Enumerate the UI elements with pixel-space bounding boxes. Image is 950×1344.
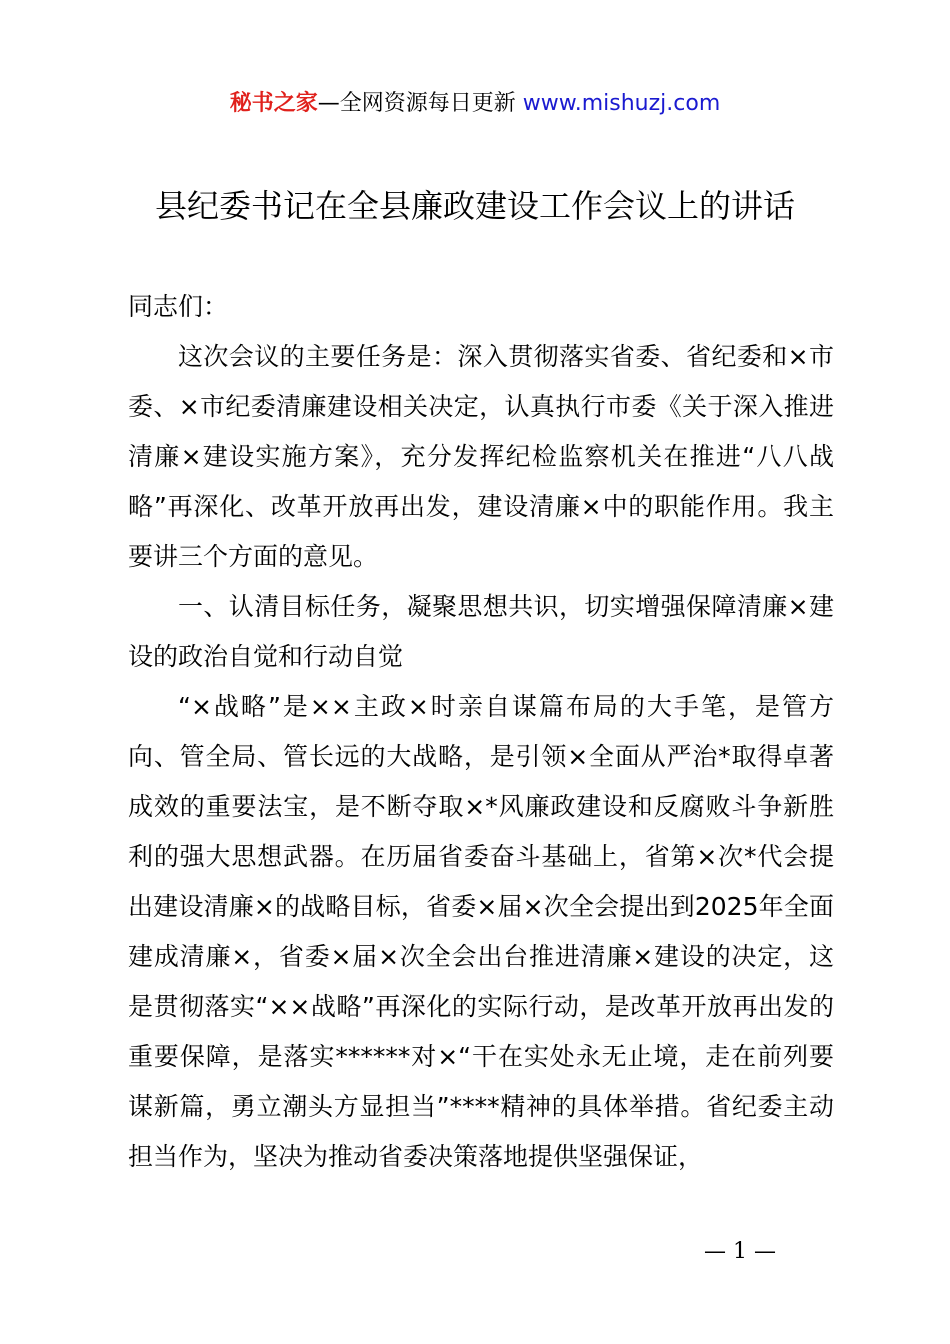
site-brand: 秘书之家 xyxy=(229,91,318,116)
document-body xyxy=(128,282,834,1182)
site-url-link[interactable]: www.mishuzj.com xyxy=(522,91,721,116)
section-heading: 一、认清目标任务，凝聚思想共识，切实增强保障清廉×建设的政治自觉和行动自觉 xyxy=(128,592,834,671)
document-title: 县纪委书记在全县廉政建设工作会议上的讲话 xyxy=(154,187,795,225)
paragraph-intro: 这次会议的主要任务是：深入贯彻落实省委、省纪委和×市委、×市纪委清廉建设相关决定，认真执行市委《关于深入推进清廉×建设实施方案》，充分发挥纪检监察机关在推进“八八战略”再深化、改革开放再出发，建设清廉×中的职能作用。我主要讲三个方面的意见。 xyxy=(128,342,834,571)
paragraph-body: “×战略”是××主政×时亲自谋篇布局的大手笔，是管方向、管全局、管长远的大战略，是引领×全面从严治*取得卓著成效的重要法宝，是不断夺取×*风廉政建设和反腐败斗争新胜利的强大思想武器。在历届省委奋斗基础上，省第×次*代会提出建设清廉×的战略目标，省委×届×次全会提出到2025年全面建成清廉×，省委×届×次全会出台推进清廉×建设的决定，这是贯彻落实“××战略”再深化的实际行动，是改革开放再出发的重要保障，是落实******对×“干在实处永无止境，走在前列要谋新篇，勇立潮头方显担当”****精神的具体举措。省纪委主动担当作为，坚决为推动省委决策落地提供坚强保证， xyxy=(128,692,834,1171)
salutation: 同志们： xyxy=(128,292,229,321)
site-header xyxy=(0,88,950,120)
page-number: — 1 — xyxy=(704,1239,776,1264)
site-tagline: —全网资源每日更新 xyxy=(317,91,516,116)
